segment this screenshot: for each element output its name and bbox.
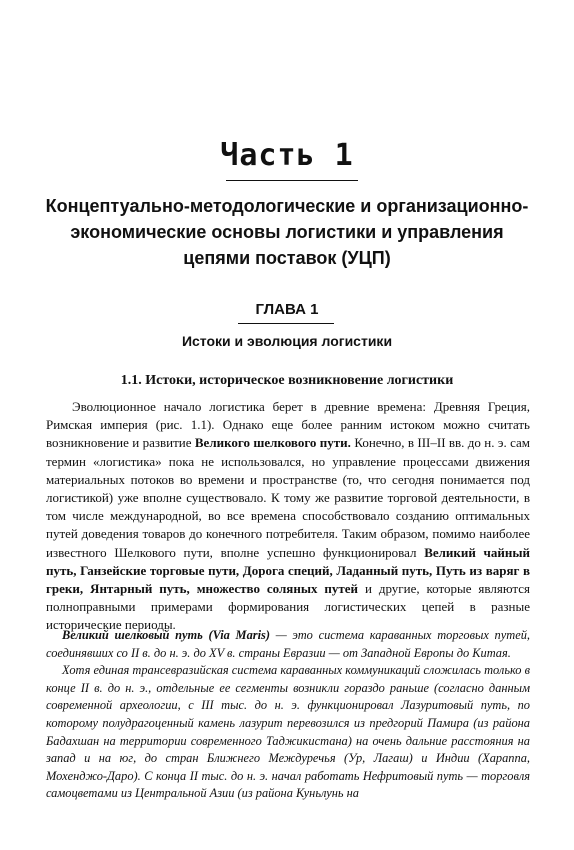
body-bold-term: Великого шелкового пути. — [194, 435, 351, 451]
chapter-title: Истоки и эволюция логистики — [181, 333, 393, 349]
insert-paragraph: Хотя единая трансевразийская система караванных коммуникаций сложилась только в конце II в. до н. э., отдельные ее сегменты возникли гораздо раньше (согласно данным современной археологии, с III тыс. до н. э. функционировал Лазуритовый путь, по которому полудрагоценный камень лазурит перевозился из предгорий Памира (из района Бадахшан на территории современного Таджикистана) на очень дальние расстояния на запад и на юг, до стран Ближнего Междуречья (Ур, Лагаш) и Индии (Хараппа, Мохенджо-Даро). С конца II тыс. до н. э. начал работать Нефритовый путь — торговля самоцветами из Центральной Азии (из района Куньлунь на — [46, 663, 530, 801]
body-text: и другие, которые являются полноправными примерами формирования логистических цепей в разные исторические периоды. — [46, 581, 530, 633]
body-paragraph — [46, 398, 530, 635]
chapter-label: ГЛАВА 1 — [255, 301, 319, 318]
part-subtitle: Концептуально-методологические и организационно-экономические основы логистики и управления цепями поставок (УЦП) — [45, 196, 529, 268]
section-heading: 1.1. Истоки, историческое возникновение логистики — [120, 373, 454, 388]
insert-paragraph — [46, 627, 530, 662]
body-text: Эволюционное начало логистика берет в древние времена: Древняя Греция, Римская империя (рис. 1.1). Однако еще более ранним истоком можно считать возникновение и развитие — [46, 399, 530, 451]
chapter-underline — [238, 323, 334, 324]
body-text: Конечно, в III–II вв. до н. э. сам термин «логистика» пока не использовался, но управление процессами движения материальных потоков во времени и пространстве (то, что сегодня понимается под логистикой) уже вполне существовало. К тому же развитие торговой деятельности, в том числе международной, во все времена способствовало созданию оптимальных путей доведения товаров до конечного потребителя. Таким образом, помимо наиболее известного Шелкового пути, вполне успешно функционировал — [46, 435, 530, 560]
italic-insert — [46, 627, 530, 803]
insert-text: — это система караванных торговых путей, соединявших со II в. до н. э. до XV в. страны Евразии — от Западной Европы до Китая. — [46, 628, 530, 660]
body-bold-term: Великий чайный путь, Ганзейские торговые пути, Дорога специй, Ладанный путь, Путь из варяг в греки, Янтарный путь, множество соляных путей — [46, 544, 530, 597]
part-title-underline — [226, 180, 358, 181]
part-title: Часть 1 — [220, 138, 354, 173]
insert-bold-term: Великий шелковый путь (Via Maris) — [62, 628, 270, 642]
